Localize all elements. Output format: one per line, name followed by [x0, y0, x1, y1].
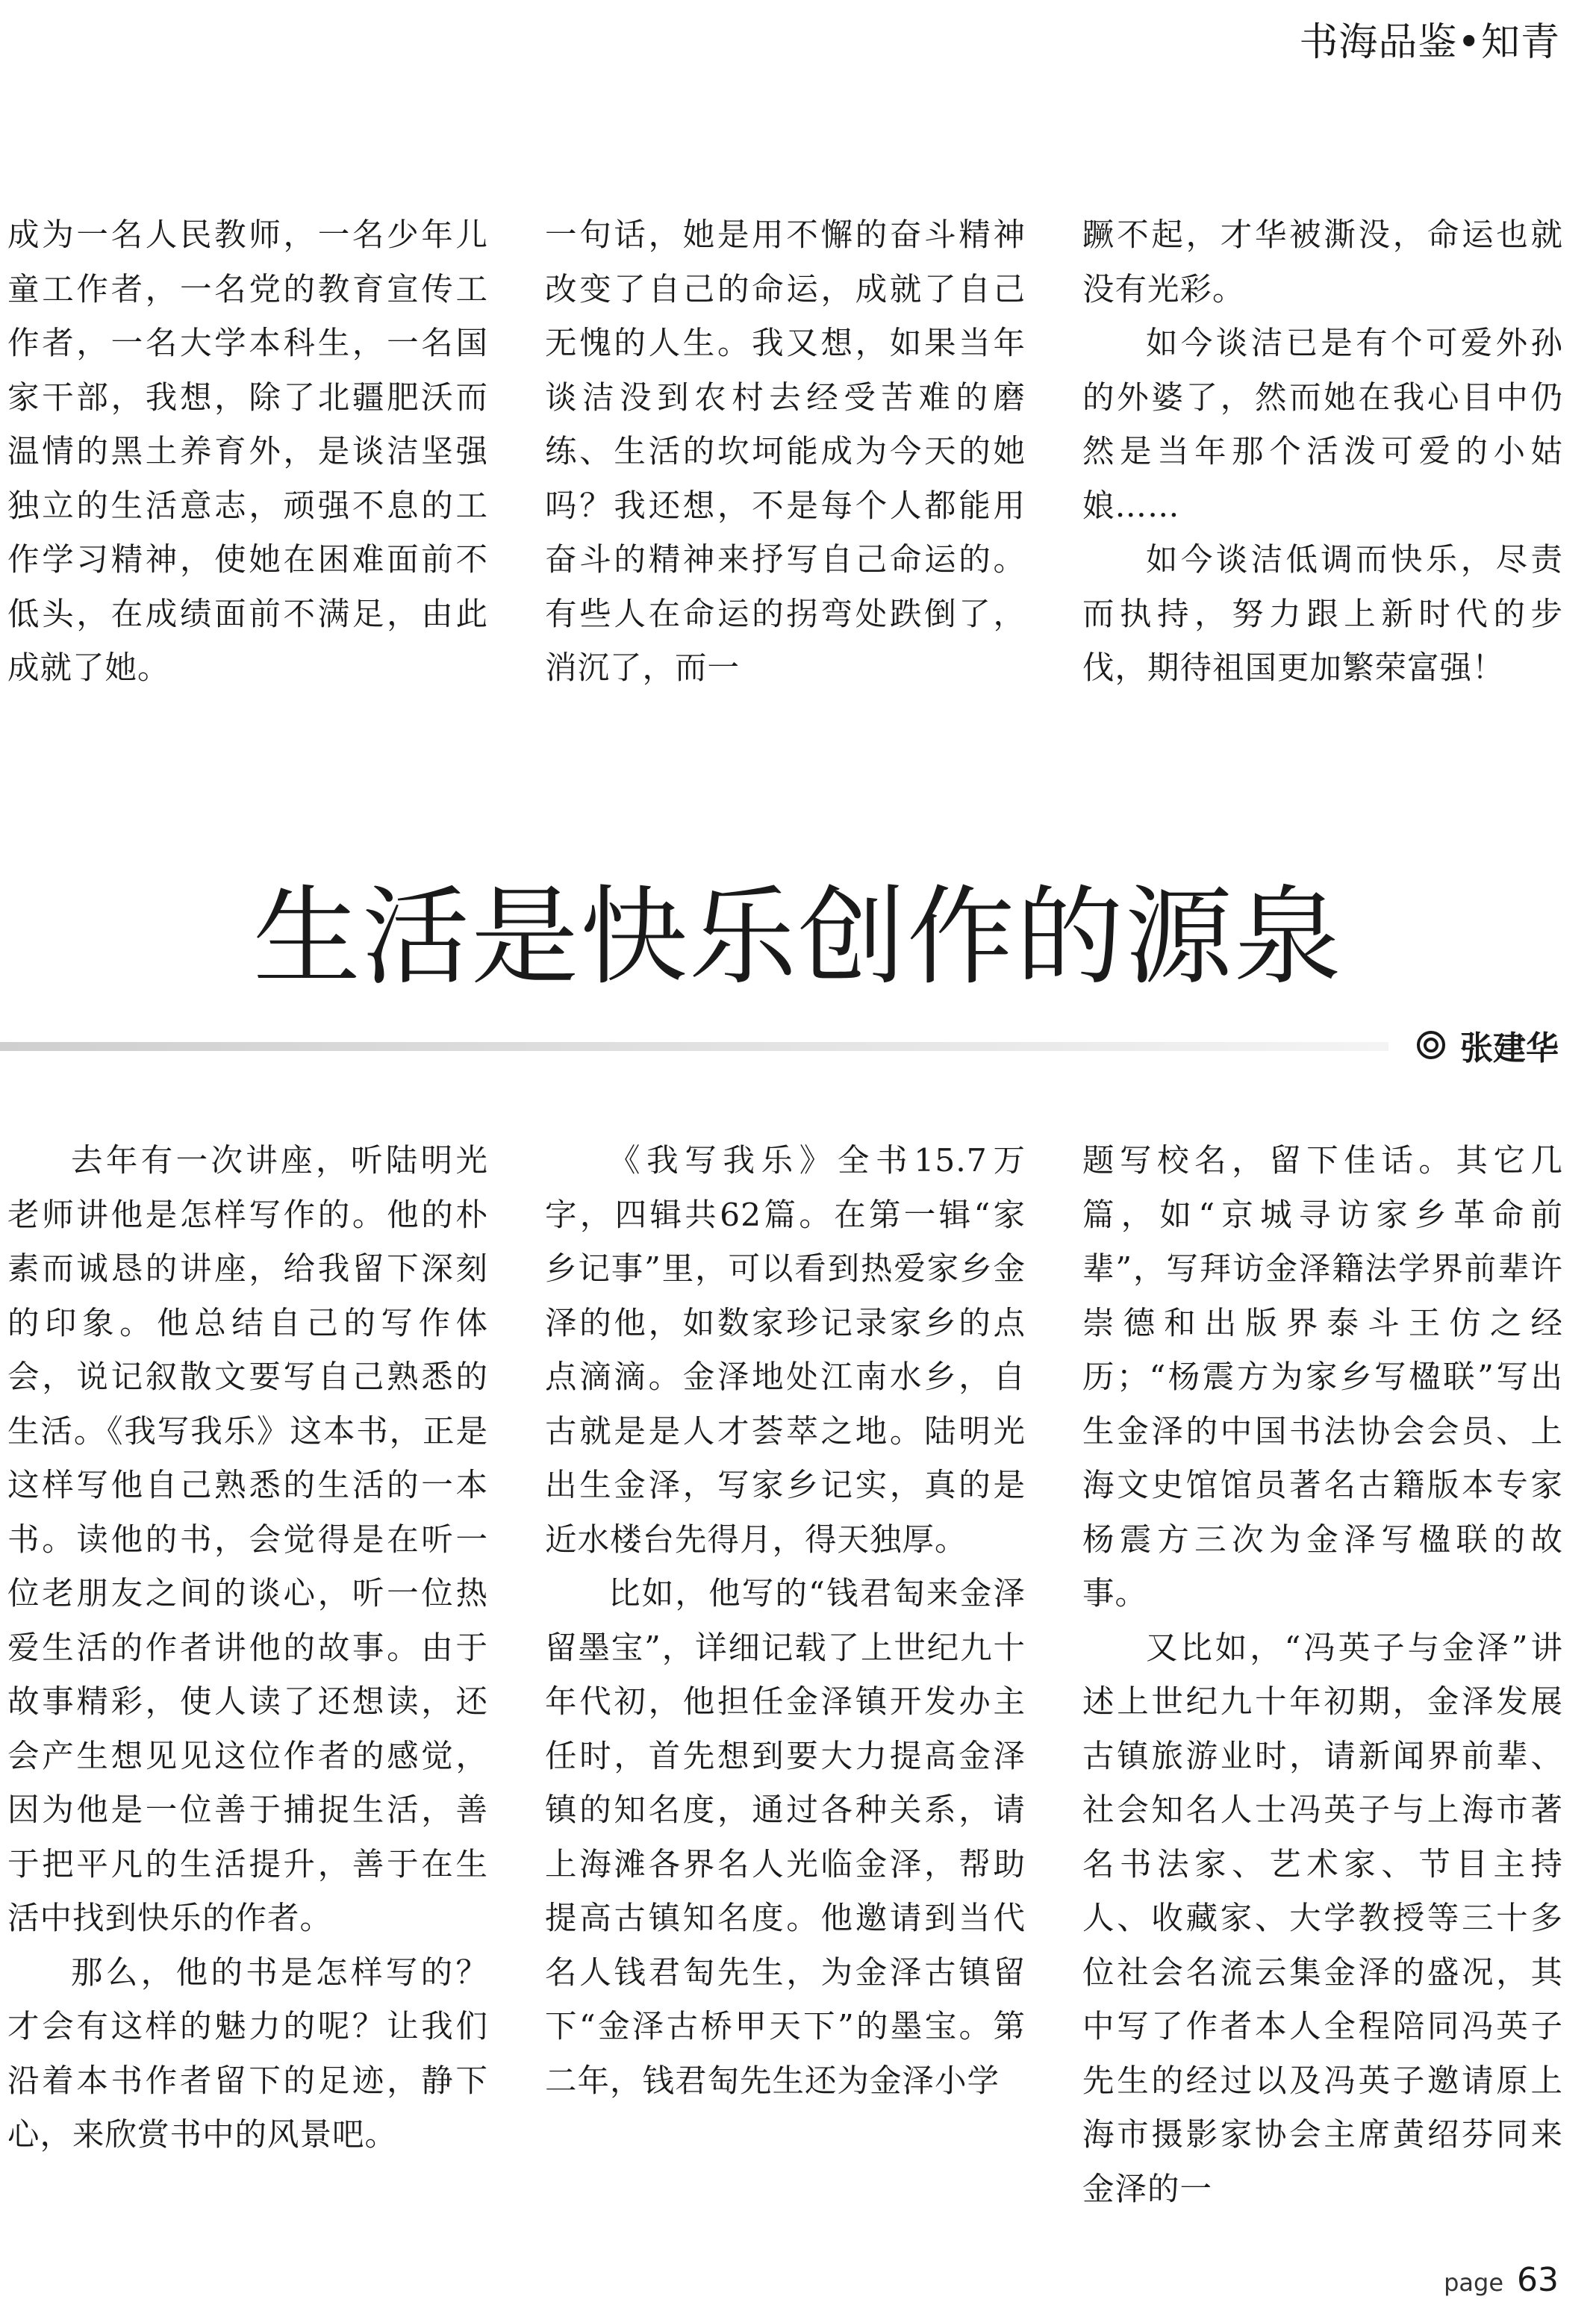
page-number: 63: [1517, 2261, 1559, 2299]
page-label: page: [1444, 2268, 1503, 2297]
text-column-1: [7, 1135, 488, 2217]
paragraph: 《我写我乐》全书15.7万字，四辑共62篇。在第一辑“家乡记事”里，可以看到热爱家乡金泽的他，如数家珍记录家乡的点点滴滴。金泽地处江南水乡，自古就是是人才荟萃之地。陆明光出生金泽，写家乡记实，真的是近水楼台先得月，得天独厚。: [545, 1143, 1026, 1559]
continued-article-columns: [7, 209, 1563, 696]
author-name: 张建华: [1460, 1029, 1559, 1067]
paragraph: 蹶不起，才华被澌没，命运也就没有光彩。: [1082, 217, 1563, 308]
text-column-3: [1082, 1135, 1563, 2217]
byline: [1417, 1021, 1559, 1069]
section-header: 书海品鉴•知青: [1299, 20, 1560, 65]
text-column-3: [1082, 209, 1563, 696]
page-footer: [1444, 2261, 1559, 2299]
article-title: 生活是快乐创作的源泉: [252, 874, 1343, 999]
text-column-2: [545, 1135, 1026, 2217]
text-column-2: [545, 209, 1026, 696]
paragraph: 题写校名，留下佳话。其它几篇，如“京城寻访家乡革命前辈”，写拜访金泽籍法学界前辈许崇德和出版界泰斗王仿之经历；“杨震方为家乡写楹联”写出生金泽的中国书法协会会员、上海文史馆馆员著名古籍版本专家杨震方三次为金泽写楹联的故事。: [1082, 1143, 1563, 1612]
paragraph: 去年有一次讲座，听陆明光老师讲他是怎样写作的。他的朴素而诚恳的讲座，给我留下深刻的印象。他总结自己的写作体会，说记叙散文要写自己熟悉的生活。《我写我乐》这本书，正是这样写他自己熟悉的生活的一本书。读他的书，会觉得是在听一位老朋友之间的谈心，听一位热爱生活的作者讲他的故事。由于故事精彩，使人读了还想读，还会产生想见见这位作者的感觉，因为他是一位善于捕捉生活，善于把平凡的生活提升，善于在生活中找到快乐的作者。: [7, 1143, 488, 1937]
paragraph: 成为一名人民教师，一名少年儿童工作者，一名党的教育宣传工作者，一名大学本科生，一名国家干部，我想，除了北疆肥沃而温情的黑土养育外，是谈洁坚强独立的生活意志，顽强不息的工作学习精神，使她在困难面前不低头，在成绩面前不满足，由此成就了她。: [7, 217, 488, 687]
double-circle-icon: [1417, 1031, 1445, 1059]
paragraph: 一句话，她是用不懈的奋斗精神改变了自己的命运，成就了自己无愧的人生。我又想，如果当年谈洁没到农村去经受苦难的磨练、生活的坎坷能成为今天的她吗？我还想，不是每个人都能用奋斗的精神来抒写自己命运的。有些人在命运的拐弯处跌倒了，消沉了，而一: [545, 217, 1026, 687]
paragraph: 如今谈洁已是有个可爱外孙的外婆了，然而她在我心目中仍然是当年那个活泼可爱的小姑娘……: [1082, 325, 1563, 525]
text-column-1: [7, 209, 488, 696]
paragraph: 又比如，“冯英子与金泽”讲述上世纪九十年初期，金泽发展古镇旅游业时，请新闻界前辈、社会知名人士冯英子与上海市著名书法家、艺术家、节目主持人、收藏家、大学教授等三十多位社会名流云集金泽的盛况，其中写了作者本人全程陪同冯英子先生的经过以及冯英子邀请原上海市摄影家协会主席黄绍芬同来金泽的一: [1082, 1629, 1563, 2208]
paragraph: 如今谈洁低调而快乐，尽责而执持，努力跟上新时代的步伐，期待祖国更加繁荣富强！: [1082, 542, 1563, 687]
article-columns: [7, 1135, 1563, 2217]
title-divider: [0, 1042, 1388, 1051]
paragraph: 那么，他的书是怎样写的？才会有这样的魅力的呢？让我们沿着本书作者留下的足迹，静下心，来欣赏书中的风景吧。: [7, 1954, 488, 2153]
paragraph: 比如，他写的“钱君匋来金泽留墨宝”，详细记载了上世纪九十年代初，他担任金泽镇开发办主任时，首先想到要大力提高金泽镇的知名度，通过各种关系，请上海滩各界名人光临金泽，帮助提高古镇知名度。他邀请到当代名人钱君匋先生，为金泽古镇留下“金泽古桥甲天下”的墨宝。第二年，钱君匋先生还为金泽小学: [545, 1576, 1026, 2100]
